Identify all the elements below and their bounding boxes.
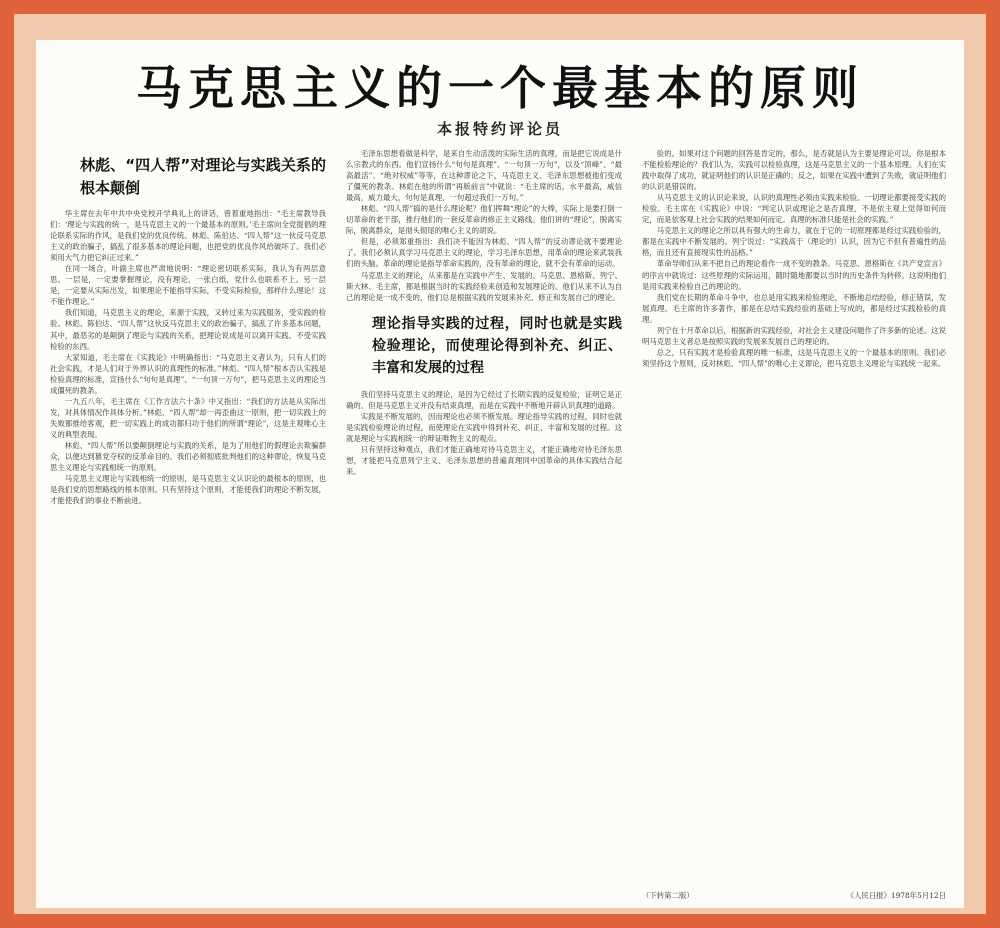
- paragraph: 我们党在长期的革命斗争中，也总是用实践来检验理论，不断地总结经验，修正错误，发展真理。毛主席的许多著作，都是在总结实践经验的基础上写成的，都是经过实践检验的真理。: [642, 292, 946, 324]
- paragraph: 只有坚持这种观点，我们才能正确地对待马克思主义，才能正确地对待毛泽东思想，才能把马克思列宁主义、毛泽东思想的普遍真理同中国革命的具体实践结合起来。: [346, 444, 622, 476]
- paragraph: 马克思主义的理论之所以具有强大的生命力，就在于它的一切原理都是经过实践检验的，都是在实践中不断发展的。列宁说过：“实践高于（理论的）认识，因为它不但有普遍性的品格，而且还有直接现实性的品格。”: [642, 226, 946, 258]
- source-credit: 《人民日报》1978年5月12日: [846, 891, 946, 900]
- paragraph: 从马克思主义的认识论来说，认识的真理性必须由实践来检验。一切理论都要接受实践的检验。毛主席在《实践论》中说：“判定认识或理论之是否真理，不是依主观上觉得如何而定，而是依客观上社会实践的结果如何而定。真理的标准只能是社会的实践。”: [642, 193, 946, 225]
- paragraph: 马克思主义的理论，从来都是在实践中产生、发展的。马克思、恩格斯、列宁、斯大林、毛主席，都是根据当时的实践经验来创造和发展理论的。他们从来不认为自己的理论是一成不变的，他们总是根据实践的发展来补充、修正和发展自己的理论。: [346, 270, 622, 302]
- footer-line: [642, 890, 946, 901]
- paragraph: 毛泽东思想看做是科学，是来自生动活泼的实际生活的真理，而是把它说成是什么宗教式的东西。他们宣扬什么“句句是真理”、“一句顶一万句”，以及“顶峰”、“最高最活”、“绝对权威”等等，在这种谬论之下，马克思主义、毛泽东思想被他们变成了僵死的教条。林彪在他的所谓“再版前言”中就说：“毛主席的话，水平最高，威信最高，威力最大，句句是真理，一句超过我们一万句。”: [346, 149, 622, 203]
- subheading-1: 林彪、“四人帮”对理论与实践关系的根本颠倒: [80, 156, 326, 197]
- paragraph: 马克思主义理论与实践相统一的原则，是马克思主义认识论的最根本的原则，也是我们党的思想路线的根本原则。只有坚持这个原则，才能使我们的理论不断发展，才能使我们的事业不断前进。: [50, 474, 326, 506]
- paragraph: 验的。如果对这个问题的回答是肯定的，那么，是否就是认为主要是理论可以，你是根本不能检验理论的？我们认为，实践可以检验真理，这是马克思主义的一个基本原理。人们在实践中取得了成功，就证明他们的认识是正确的；反之，如果在实践中遭到了失败，就证明他们的认识是错误的。: [642, 149, 946, 192]
- paragraph: 林彪、“四人帮”搞的是什么理论呢？他们挥舞“理论”的大棒，实际上是要打倒一切革命的老干部，推行他们的一套反革命的修正主义路线。他们讲的“理论”，脱离实际，脱离群众，是彻头彻尾的唯心主义的胡说。: [346, 204, 622, 236]
- paragraph: 总之，只有实践才是检验真理的唯一标准，这是马克思主义的一个最基本的原则。我们必须坚持这个原则，反对林彪、“四人帮”的唯心主义谬论，把马克思主义理论与实践统一起来。: [642, 347, 946, 368]
- paragraph: 华主席在去年中共中央党校开学典礼上的讲话，曾着重地指出：“毛主席教导我们：‘理论与实践的统一，是马克思主义的一个最基本的原则。’毛主席向全党提倡的理论联系实际的作风，是我们党的优良传统。林彪、陈伯达、“四人帮”这一伙反马克思主义的政治骗子，搞乱了很多基本的理论问题，也把党的优良作风给破坏了。我们必须用大气力把它纠正过来。”: [50, 209, 326, 263]
- headline: 马克思主义的一个最基本的原则: [136, 61, 864, 115]
- column-3: [642, 148, 946, 886]
- paragraph: 实践是不断发展的，因而理论也必须不断发展。理论指导实践的过程，同时也就是实践检验理论的过程，而使理论在实践中得到补充、纠正、丰富和发展的过程。这就是理论与实践相统一的辩证唯物主义的观点。: [346, 411, 622, 443]
- paragraph: 我们坚持马克思主义的理论，是因为它经过了长期实践的反复检验，证明它是正确的。但是马克思主义并没有结束真理，而是在实践中不断地开辟认识真理的道路。: [346, 389, 622, 410]
- subheading-2: 理论指导实践的过程，同时也就是实践检验理论，而使理论得到补充、纠正、丰富和发展的过程: [372, 315, 622, 376]
- paragraph: 我们知道，马克思主义的理论，来源于实践，又转过来为实践服务，受实践的检验。林彪、陈伯达、“四人帮”这伙反马克思主义的政治骗子，搞乱了许多基本问题，其中，最恶劣的是颠倒了理论与实践的关系，把理论说成是可以离开实践、不受实践检验的东西。: [50, 308, 326, 351]
- paragraph: 一九五八年，毛主席在《工作方法六十条》中又指出：“我们的方法是从实际出发，对具体情况作具体分析。”林彪、“四人帮”却一再歪曲这一原则，把一切实践上的失败都推给客观，把一切实践上的成功都归功于他们的所谓“理论”，这是主观唯心主义的典型表现。: [50, 396, 326, 439]
- column-2: [346, 148, 622, 896]
- continuation-note: （下转第二版）: [642, 891, 694, 900]
- byline: 本报特约评论员: [436, 120, 563, 138]
- paragraph: 革命导师们从来不把自己的理论看作一成不变的教条。马克思、恩格斯在《共产党宣言》的序言中就说过：这些原理的实际运用，随时随地都要以当时的历史条件为转移。这说明他们是用实践来检验自己的理论的。: [642, 259, 946, 291]
- paragraph: 在同一场合，叶副主席也严肃地说明：“理论密切联系实际，我认为有两层意思。一层是，一定要掌握理论，没有理论，一张白纸，党什么也联系不上。另一层是，一定要从实际出发，如果理论不能指导实际，不受实际检验，那样什么理论！这不能作理论。”: [50, 264, 326, 307]
- paragraph: 林彪、“四人帮”所以要颠倒理论与实践的关系，是为了用他们的假理论去欺骗群众，以便达到篡党夺权的反革命目的。我们必须彻底批判他们的这种谬论，恢复马克思主义理论与实践相统一的原则。: [50, 440, 326, 473]
- paragraph: 大家知道，毛主席在《实践论》中明确指出：“马克思主义者认为，只有人们的社会实践，才是人们对于外界认识的真理性的标准。”林彪、“四人帮”根本否认实践是检验真理的标准，宣扬什么“句句是真理”、“一句顶一万句”，把马克思主义的理论当成僵死的教条。: [50, 352, 326, 395]
- paragraph: 但是，必须郑重指出：我们决不能因为林彪、“四人帮”的反动谬论就不要理论了。我们必须认真学习马克思主义的理论，学习毛泽东思想，用革命的理论来武装我们的头脑。革命的理论是指导革命实践的，没有革命的理论，就不会有革命的运动。: [346, 237, 622, 269]
- newspaper-page: [36, 40, 964, 908]
- paragraph: 列宁在十月革命以后，根据新的实践经验，对社会主义建设问题作了许多新的论述。这说明马克思主义者总是按照实践的发展来发展自己的理论的。: [642, 325, 946, 346]
- column-1: [50, 148, 326, 896]
